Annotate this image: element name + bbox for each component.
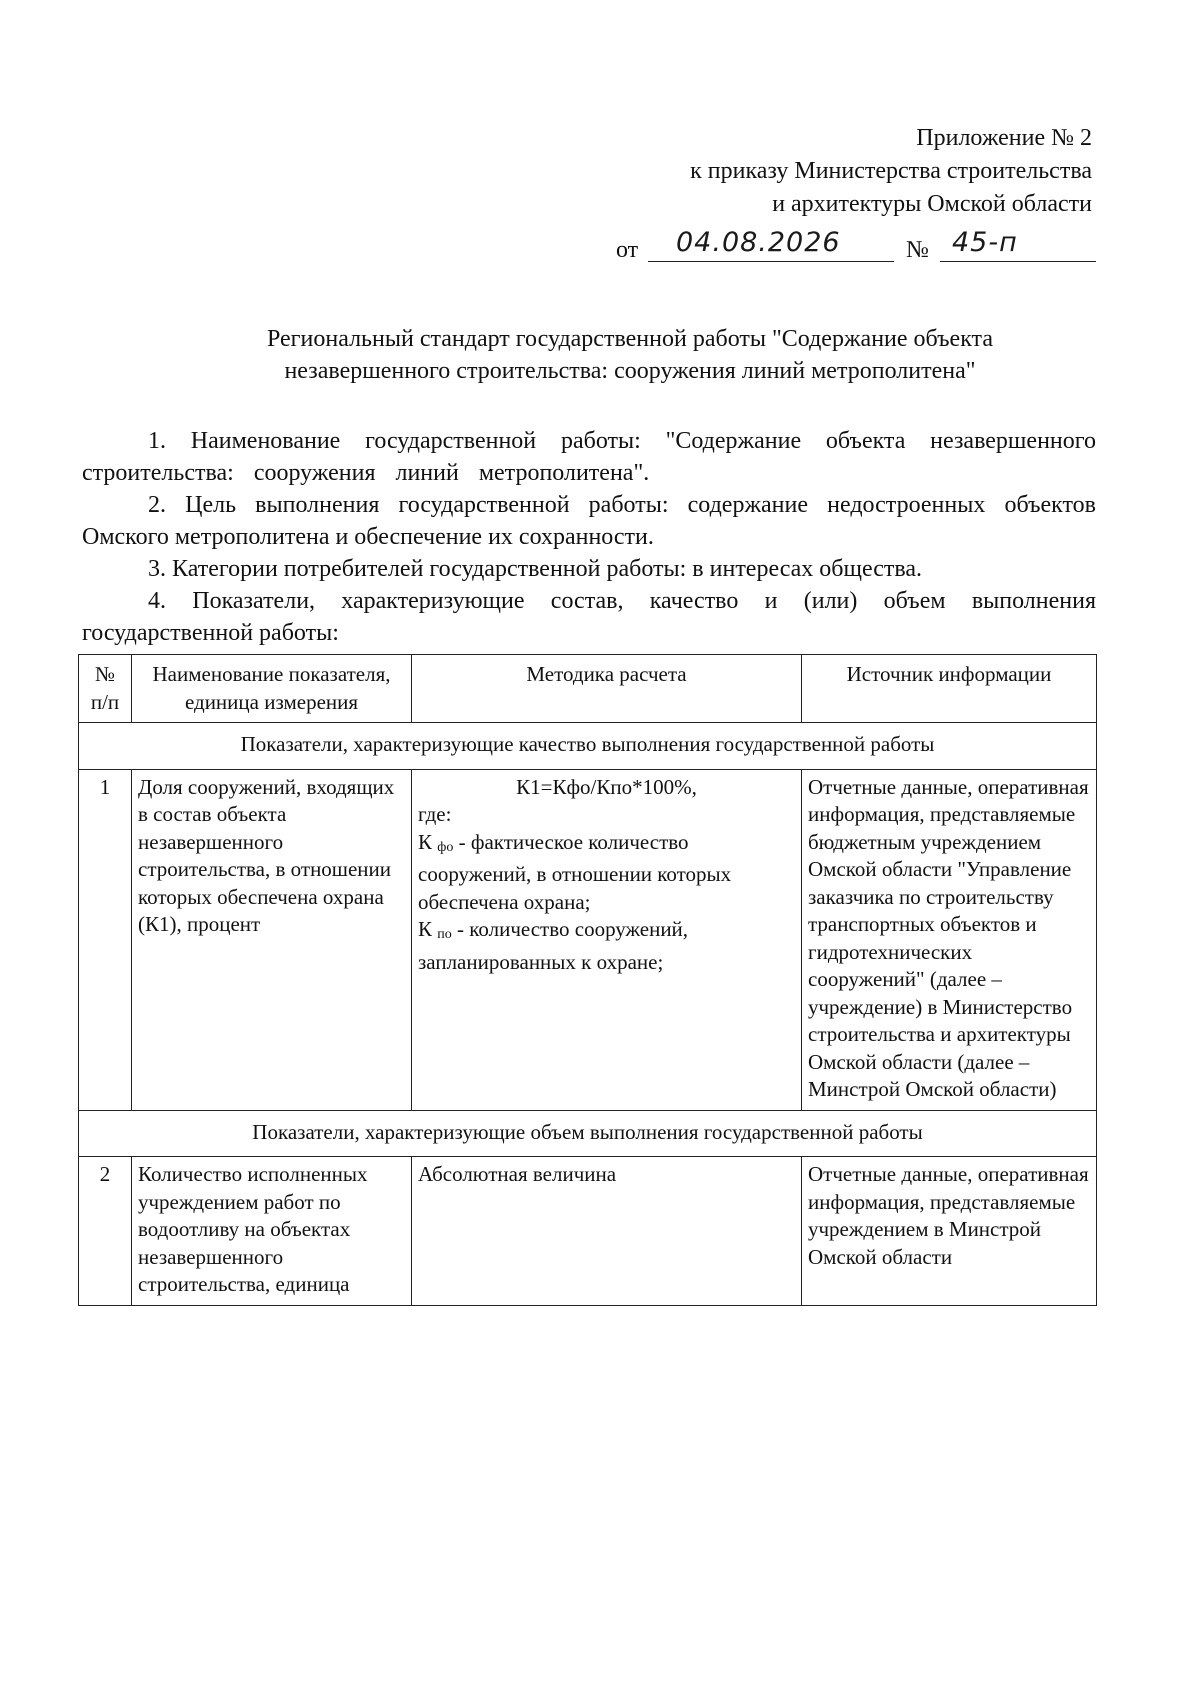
appendix-number: Приложение № 2	[916, 125, 1092, 151]
row1-formula: К1=Кфо/Кпо*100%,	[516, 774, 697, 799]
ministry-name: и архитектуры Омской области	[772, 191, 1092, 217]
table-header-row	[79, 655, 1097, 723]
title-line-2: незавершенного строительства: сооружения линий метрополитена"	[284, 358, 976, 384]
k-letter: К	[418, 829, 433, 854]
row1-source: Отчетные данные, оперативная информация, представляемые бюджетным учреждением Омской области "Управление заказчика по строительству транспортных объектов и гидротехнических сооружений" (далее – учреждение) в Министерство строительства и архитектуры Омской области (далее – Минстрой Омской области)	[802, 769, 1097, 1110]
row1-name: Доля сооружений, входящих в состав объекта незавершенного строительства, в отношении которых обеспечена охрана (К1), процент	[132, 769, 412, 1110]
date-underline	[648, 261, 894, 262]
k-letter: К	[418, 917, 433, 941]
header-source: Источник информации	[802, 655, 1097, 723]
handwritten-number: 45-п	[952, 227, 1018, 258]
row2-source: Отчетные данные, оперативная информация, представляемые учреждением в Минстрой Омской области	[802, 1157, 1097, 1306]
section-row-volume	[79, 1110, 1097, 1157]
header-method: Методика расчета	[412, 655, 802, 723]
fo-subscript: фо	[437, 839, 454, 855]
section-volume-label: Показатели, характеризующие объем выполнения государственной работы	[79, 1110, 1097, 1157]
table-row	[79, 769, 1097, 1110]
row1-fo-definition	[418, 829, 795, 917]
title-line-1: Региональный стандарт государственной работы "Содержание объекта	[267, 326, 993, 352]
po-subscript: по	[437, 927, 452, 942]
order-date-number-line	[616, 228, 1096, 268]
row1-po-definition	[418, 916, 795, 976]
po-text: - количество сооружений, запланированных к охране;	[418, 917, 689, 974]
handwritten-date: 04.08.2026	[676, 227, 841, 258]
fo-text: - фактическое количество сооружений, в отношении которых обеспечена охрана;	[418, 829, 732, 914]
row2-method: Абсолютная величина	[412, 1157, 802, 1306]
section-quality-label: Показатели, характеризующие качество выполнения государственной работы	[79, 723, 1097, 770]
appendix-header	[690, 122, 1092, 221]
paragraph-2: 2. Цель выполнения государственной работы: содержание недостроенных объектов Омского метрополитена и обеспечение их сохранности.	[82, 492, 1096, 550]
row2-name: Количество исполненных учреждением работ по водоотливу на объектах незавершенного строительства, единица	[132, 1157, 412, 1306]
paragraph-3: 3. Категории потребителей государственной работы: в интересах общества.	[148, 556, 923, 582]
from-label: от	[616, 237, 639, 263]
row1-where: где:	[418, 802, 452, 826]
row2-num: 2	[79, 1157, 132, 1306]
document-body	[82, 425, 1096, 649]
paragraph-1: 1. Наименование государственной работы: "Содержание объекта незавершенного строительства: сооружения линий метрополитена".	[82, 428, 1096, 486]
document-title	[80, 323, 1180, 387]
number-label: №	[906, 237, 929, 263]
row1-method	[412, 769, 802, 1110]
section-row-quality	[79, 723, 1097, 770]
number-underline	[940, 261, 1096, 262]
header-name: Наименование показателя, единица измерения	[132, 655, 412, 723]
paragraph-4: 4. Показатели, характеризующие состав, качество и (или) объем выполнения государственной работы:	[82, 588, 1096, 646]
table-row	[79, 1157, 1097, 1306]
row1-num: 1	[79, 769, 132, 1110]
header-num: № п/п	[79, 655, 132, 723]
indicators-table	[78, 654, 1097, 1306]
order-reference: к приказу Министерства строительства	[690, 158, 1092, 184]
